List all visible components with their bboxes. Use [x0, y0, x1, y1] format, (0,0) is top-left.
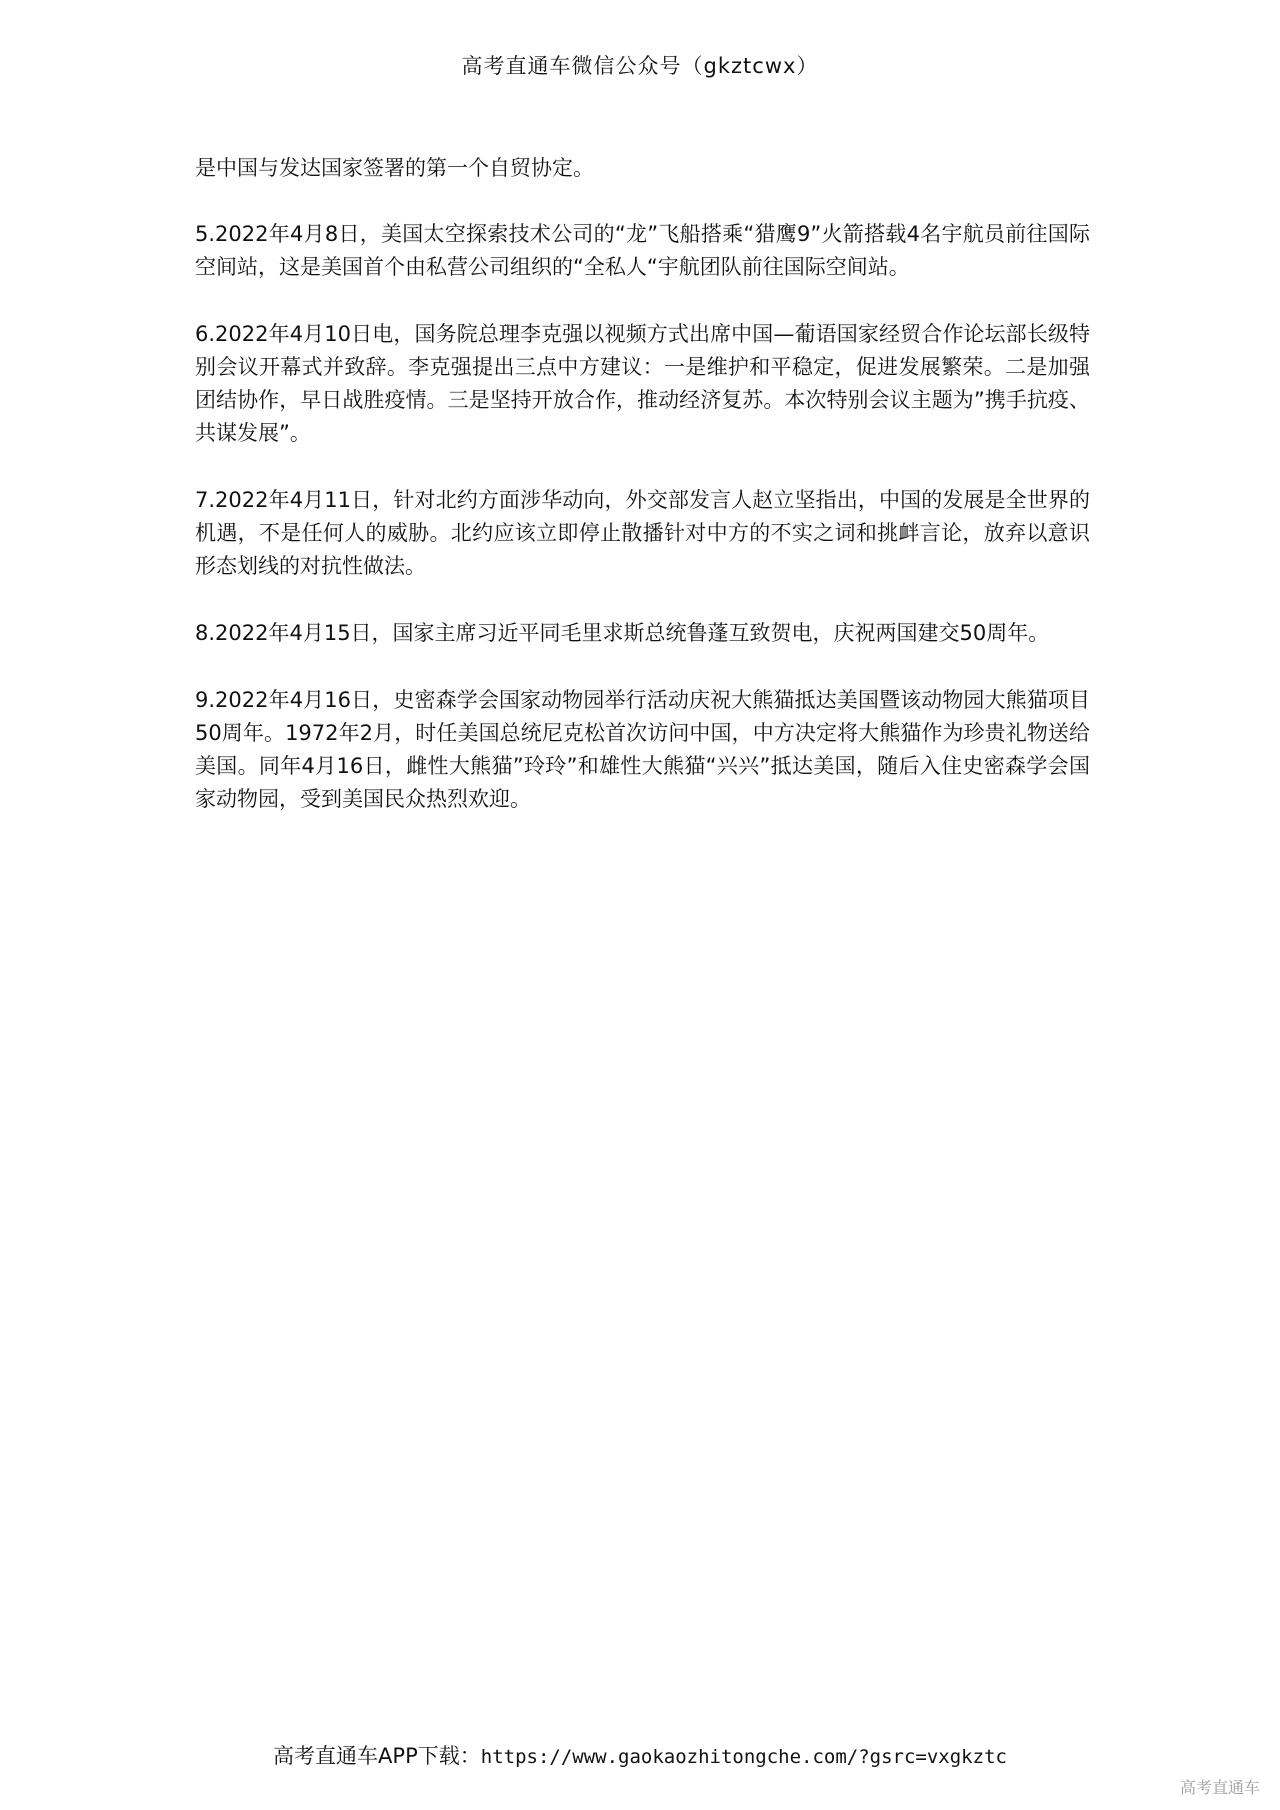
footer-download-link[interactable]: https://www.gaokaozhitongche.com/?gsrc=vxgkztc	[480, 1746, 1007, 1768]
paragraph-item-7: 7.2022年4月11日，针对北约方面涉华动向，外交部发言人赵立坚指出，中国的发展是全世界的机遇，不是任何人的威胁。北约应该立即停止散播针对中方的不实之词和挑衅言论，放弃以意识形态划线的对抗性做法。	[195, 488, 1090, 578]
paragraph-intro-continuation: 是中国与发达国家签署的第一个自贸协定。	[195, 156, 594, 180]
page-footer	[0, 1740, 1280, 1770]
watermark-text: 高考直通车	[1179, 1778, 1260, 1797]
paragraph-item-6: 6.2022年4月10日电，国务院总理李克强以视频方式出席中国—葡语国家经贸合作论坛部长级特别会议开幕式并致辞。李克强提出三点中方建议：一是维护和平稳定，促进发展繁荣。二是加强团结协作，早日战胜疫情。三是坚持开放合作，推动经济复苏。本次特别会议主题为”携手抗疫、共谋发展”。	[195, 322, 1090, 445]
document-body	[195, 152, 1090, 850]
paragraph-item-9: 9.2022年4月16日，史密森学会国家动物园举行活动庆祝大熊猫抵达美国暨该动物园大熊猫项目50周年。1972年2月，时任美国总统尼克松首次访问中国，中方决定将大熊猫作为珍贵礼物送给美国。同年4月16日，雌性大熊猫”玲玲”和雄性大熊猫“兴兴”抵达美国，随后入住史密森学会国家动物园，受到美国民众热烈欢迎。	[195, 688, 1090, 811]
paragraph-item-5: 5.2022年4月8日，美国太空探索技术公司的“龙”飞船搭乘“猎鹰9”火箭搭载4名宇航员前往国际空间站，这是美国首个由私营公司组织的“全私人“宇航团队前往国际空间站。	[195, 222, 1090, 279]
paragraph-item-8: 8.2022年4月15日，国家主席习近平同毛里求斯总统鲁蓬互致贺电，庆祝两国建交50周年。	[195, 621, 1050, 645]
page-header: 高考直通车微信公众号（gkztcwx）	[461, 54, 819, 78]
footer-download-label: 高考直通车APP下载：	[273, 1744, 481, 1768]
